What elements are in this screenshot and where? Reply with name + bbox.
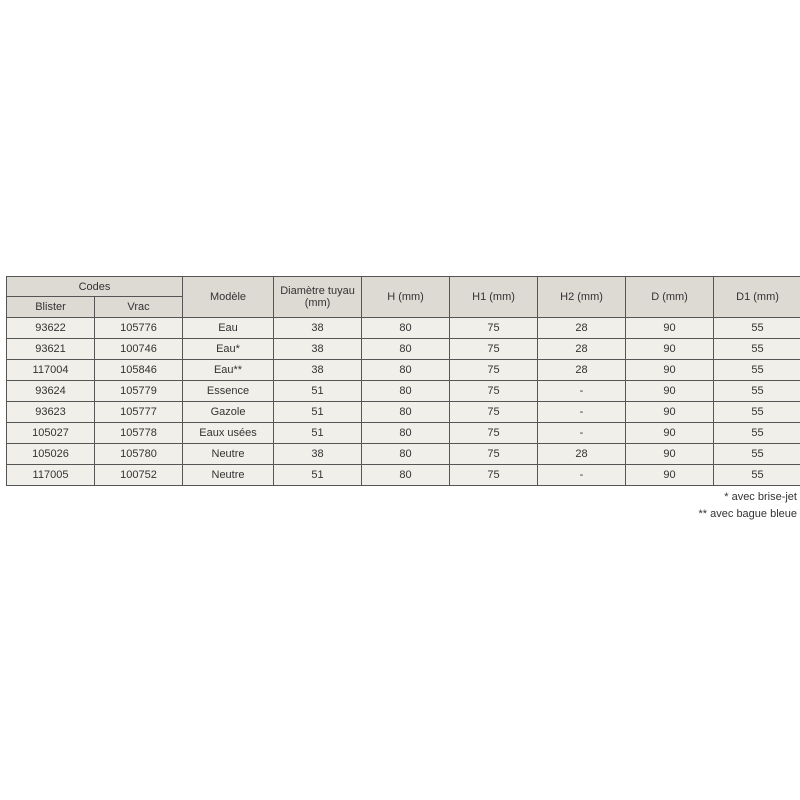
cell-blister: 93622: [7, 318, 95, 339]
cell-d: 90: [626, 423, 714, 444]
cell-h2: 28: [538, 444, 626, 465]
cell-d1: 55: [714, 423, 800, 444]
cell-modele: Eaux usées: [183, 423, 274, 444]
cell-diametre: 51: [274, 465, 362, 486]
cell-d1: 55: [714, 465, 800, 486]
cell-blister: 93621: [7, 339, 95, 360]
cell-d: 90: [626, 381, 714, 402]
cell-h: 80: [362, 423, 450, 444]
cell-h2: 28: [538, 318, 626, 339]
cell-h: 80: [362, 360, 450, 381]
footnote-bague-bleue: ** avec bague bleue: [698, 508, 797, 520]
cell-d: 90: [626, 465, 714, 486]
cell-h2: 28: [538, 360, 626, 381]
cell-blister: 117005: [7, 465, 95, 486]
cell-vrac: 105779: [95, 381, 183, 402]
cell-blister: 117004: [7, 360, 95, 381]
cell-vrac: 100746: [95, 339, 183, 360]
cell-vrac: 105778: [95, 423, 183, 444]
table-row: [7, 402, 800, 423]
cell-d: 90: [626, 360, 714, 381]
cell-diametre: 51: [274, 423, 362, 444]
spec-table: [6, 276, 800, 486]
table-row: [7, 339, 800, 360]
cell-d: 90: [626, 444, 714, 465]
cell-blister: 105026: [7, 444, 95, 465]
header-codes: Codes: [7, 277, 183, 297]
cell-blister: 93623: [7, 402, 95, 423]
header-diametre-unit: (mm): [304, 297, 331, 309]
header-d1: D1 (mm): [714, 277, 800, 318]
cell-vrac: 105846: [95, 360, 183, 381]
table-row: [7, 381, 800, 402]
cell-d1: 55: [714, 444, 800, 465]
cell-h: 80: [362, 318, 450, 339]
cell-modele: Eau**: [183, 360, 274, 381]
cell-h: 80: [362, 339, 450, 360]
cell-h2: -: [538, 423, 626, 444]
cell-h1: 75: [450, 360, 538, 381]
cell-modele: Eau: [183, 318, 274, 339]
header-h: H (mm): [362, 277, 450, 318]
header-d: D (mm): [626, 277, 714, 318]
cell-h1: 75: [450, 339, 538, 360]
cell-h: 80: [362, 402, 450, 423]
cell-h1: 75: [450, 444, 538, 465]
cell-diametre: 38: [274, 444, 362, 465]
cell-h: 80: [362, 444, 450, 465]
header-diametre: [274, 277, 362, 318]
header-modele: Modèle: [183, 277, 274, 318]
cell-vrac: 105780: [95, 444, 183, 465]
table-header: [7, 277, 800, 318]
footnote-brise-jet: * avec brise-jet: [724, 491, 797, 503]
cell-h2: -: [538, 381, 626, 402]
cell-diametre: 51: [274, 402, 362, 423]
cell-modele: Essence: [183, 381, 274, 402]
cell-modele: Gazole: [183, 402, 274, 423]
cell-diametre: 38: [274, 360, 362, 381]
cell-d: 90: [626, 318, 714, 339]
cell-h1: 75: [450, 318, 538, 339]
header-blister: Blister: [7, 297, 95, 318]
cell-modele: Eau*: [183, 339, 274, 360]
table-body: [7, 318, 800, 486]
footnotes: [6, 489, 797, 523]
cell-d: 90: [626, 339, 714, 360]
cell-diametre: 38: [274, 339, 362, 360]
cell-d1: 55: [714, 381, 800, 402]
table-row: [7, 465, 800, 486]
cell-h1: 75: [450, 465, 538, 486]
cell-d1: 55: [714, 360, 800, 381]
table-row: [7, 360, 800, 381]
cell-h2: -: [538, 402, 626, 423]
cell-d1: 55: [714, 339, 800, 360]
cell-d: 90: [626, 402, 714, 423]
cell-h: 80: [362, 381, 450, 402]
cell-h: 80: [362, 465, 450, 486]
cell-d1: 55: [714, 402, 800, 423]
cell-d1: 55: [714, 318, 800, 339]
cell-h2: -: [538, 465, 626, 486]
spec-table-container: [6, 276, 797, 523]
cell-vrac: 105777: [95, 402, 183, 423]
cell-diametre: 51: [274, 381, 362, 402]
cell-h1: 75: [450, 423, 538, 444]
cell-modele: Neutre: [183, 465, 274, 486]
cell-blister: 93624: [7, 381, 95, 402]
cell-h1: 75: [450, 402, 538, 423]
table-row: [7, 444, 800, 465]
cell-modele: Neutre: [183, 444, 274, 465]
cell-diametre: 38: [274, 318, 362, 339]
cell-h2: 28: [538, 339, 626, 360]
table-row: [7, 318, 800, 339]
header-diametre-label: Diamètre tuyau: [280, 285, 355, 297]
header-h2: H2 (mm): [538, 277, 626, 318]
header-h1: H1 (mm): [450, 277, 538, 318]
cell-vrac: 100752: [95, 465, 183, 486]
cell-blister: 105027: [7, 423, 95, 444]
table-row: [7, 423, 800, 444]
cell-vrac: 105776: [95, 318, 183, 339]
cell-h1: 75: [450, 381, 538, 402]
header-vrac: Vrac: [95, 297, 183, 318]
